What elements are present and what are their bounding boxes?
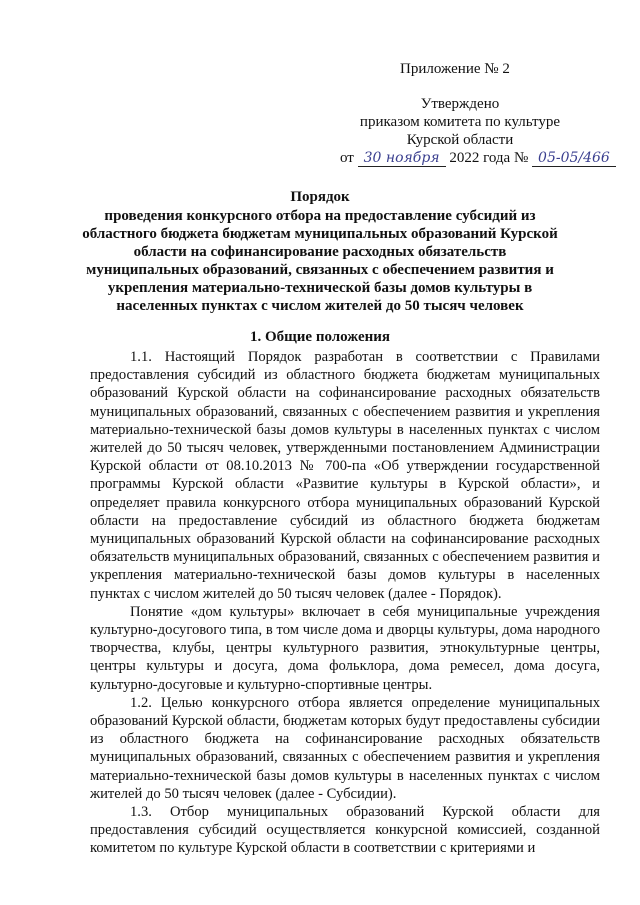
handwritten-number: 05-05/466 <box>532 151 616 167</box>
heading-main: Порядок <box>290 189 350 205</box>
region-line: Курской области <box>406 132 514 148</box>
date-prefix: от <box>340 150 354 166</box>
appendix-label: Приложение № 2 <box>400 61 510 77</box>
handwritten-date: 30 ноября <box>358 151 446 167</box>
date-line <box>330 149 610 167</box>
paragraph: 1.1. Настоящий Порядок разработан в соответствии с Правилами предоставления субсидий из областного бюджета бюджетам муниципальных образований Курской области на софинансирование расходных обязательств муниципальных образований, связанных с обеспечением развития и укрепления материально-технической базы домов культуры в населенных пунктах с числом жителей до 50 тысяч человек, утвержденными постановлением Администрации Курской области от 08.10.2013 № 700-па «Об утверждении государственной программы Курской области «Развитие культуры в Курской области», и определяет правила конкурсного отбора муниципальных образований Курской области на предоставление субсидий из областного бюджета бюджетам муниципальных образований Курской области на софинансирование расходных обязательств муниципальных образований, связанных с обеспечением развития и укрепления материально-технической базы домов культуры в населенных пунктах с числом жителей до 50 тысяч человек (далее - Порядок). <box>90 349 600 602</box>
order-line: приказом комитета по культуре <box>359 114 561 130</box>
approval-block <box>330 95 610 167</box>
heading-subtitle: проведения конкурсного отбора на предоставление субсидий из областного бюджета бюджетам муниципальных образований Курской области на софинансирование расходных обязательств муниципальных образований, связанных с обеспечением развития и укрепления материально-технической базы домов культуры в населенных пунктах с числом жителей до 50 тысяч человек <box>82 208 558 314</box>
paragraph: 1.3. Отбор муниципальных образований Курской области для предоставления субсидий осуществляется конкурсной комиссией, созданной комитетом по культуре Курской области в соответствии с критериями и <box>90 804 600 857</box>
section-body <box>90 348 600 858</box>
section-title: 1. Общие положения <box>249 329 391 345</box>
paragraph: 1.2. Целью конкурсного отбора является определение муниципальных образований Курской области, бюджетам которых будут предоставлены субсидии из областного бюджета на софинансирование расходных обязательств муниципальных образований, связанных с обеспечением развития и укрепления материально-технической базы домов культуры в населенных пунктах с числом жителей до 50 тысяч человек (далее - Субсидии). <box>90 694 600 802</box>
year-text: 2022 года № <box>449 150 529 166</box>
paragraph: Понятие «дом культуры» включает в себя муниципальные учреждения культурно-досугового типа, в том числе дома и дворцы культуры, дома народного творчества, клубы, центры культурного развития, этнокультурные центры, центры культуры и досуга, дома фольклора, дома ремесел, дома досуга, культурно-досуговые и культурно-спортивные центры. <box>90 603 600 693</box>
document-heading <box>80 188 560 315</box>
approved-label: Утверждено <box>420 96 500 112</box>
